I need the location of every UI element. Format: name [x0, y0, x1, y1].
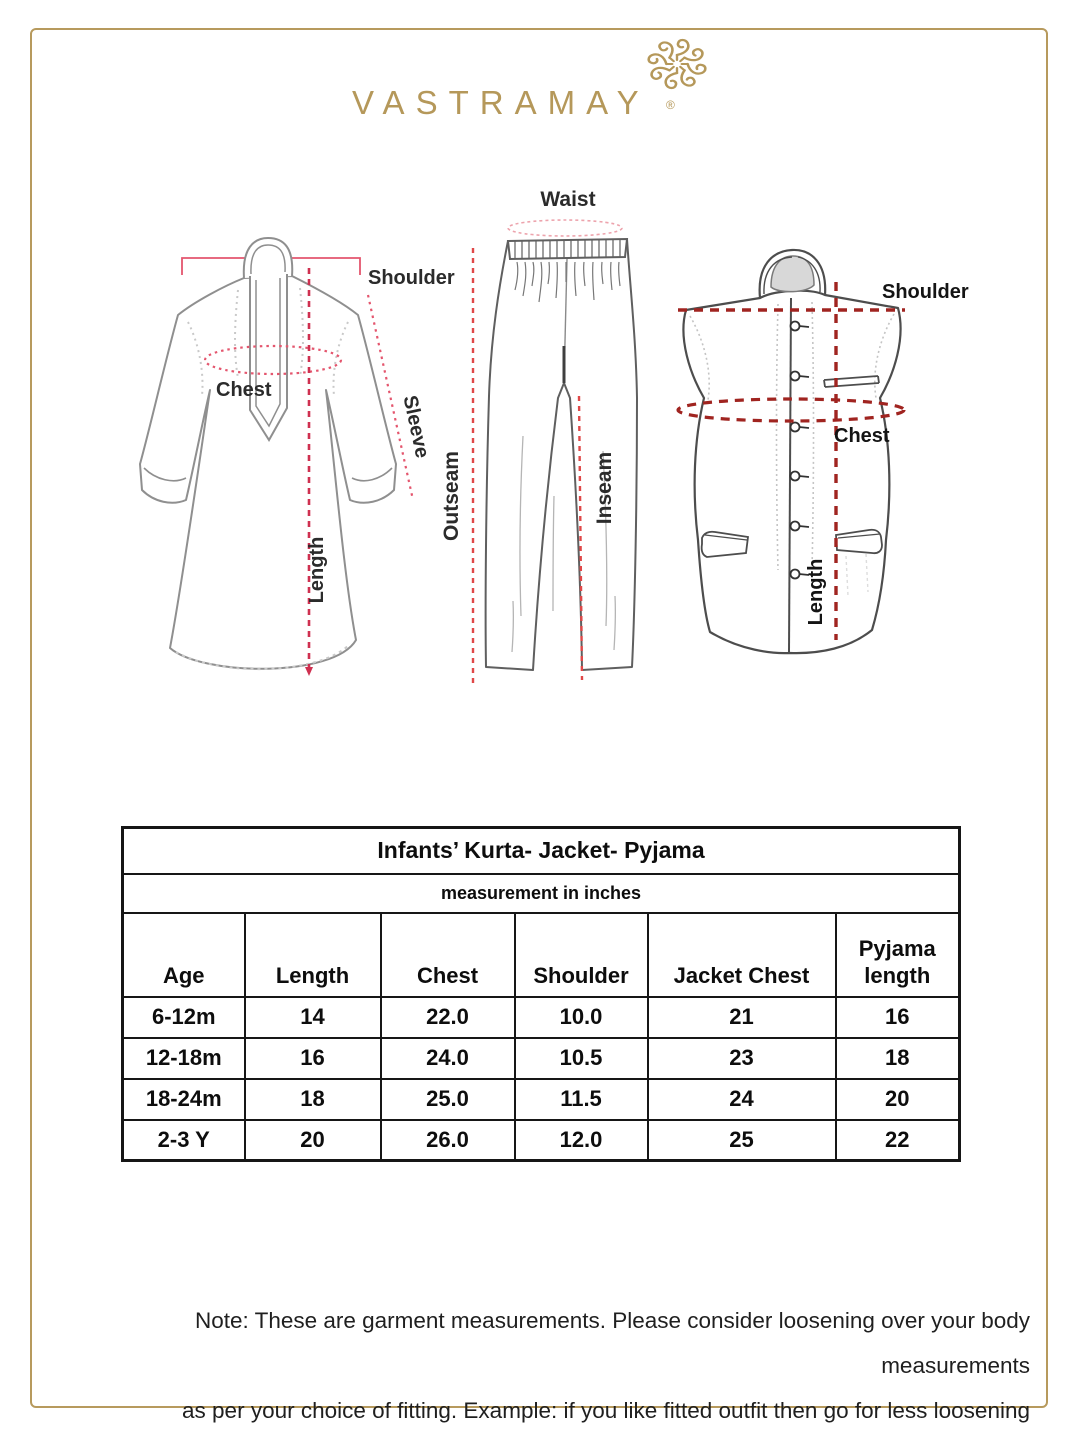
pyjama-inseam-label: Inseam	[593, 451, 616, 525]
table-cell: 10.0	[515, 997, 648, 1038]
table-cell: 23	[648, 1038, 836, 1079]
kurta-length-label: Length	[306, 536, 328, 604]
brand-name: VASTRAMAY	[352, 84, 650, 121]
table-cell: 6-12m	[123, 997, 245, 1038]
table-title-row	[123, 828, 960, 874]
brand-ornament-icon	[644, 36, 710, 97]
table-cell: 20	[836, 1079, 960, 1120]
table-cell: 18	[836, 1038, 960, 1079]
jacket-diagram	[660, 240, 975, 668]
table-cell: 18	[245, 1079, 381, 1120]
table-cell: 14	[245, 997, 381, 1038]
kurta-diagram	[128, 228, 468, 708]
column-header-shoulder: Shoulder	[515, 913, 648, 997]
note-line-2: as per your choice of fitting. Example: if you like fitted outfit then go for less loosening	[182, 1398, 1030, 1423]
table-cell: 12-18m	[123, 1038, 245, 1079]
note-text	[55, 1298, 1030, 1433]
table-cell: 22.0	[381, 997, 515, 1038]
table-row	[123, 997, 960, 1038]
table-header-row	[123, 913, 960, 997]
kurta-sleeve-label: Sleeve	[398, 393, 434, 461]
column-header-chest: Chest	[381, 913, 515, 997]
jacket-length-label: Length	[805, 558, 827, 626]
column-header-pyjama-length: Pyjama length	[836, 913, 960, 997]
table-cell: 12.0	[515, 1120, 648, 1161]
size-chart-table	[121, 826, 961, 1162]
table-cell: 24.0	[381, 1038, 515, 1079]
table-cell: 25.0	[381, 1079, 515, 1120]
table-cell: 16	[836, 997, 960, 1038]
table-cell: 10.5	[515, 1038, 648, 1079]
column-header-jacket-chest: Jacket Chest	[648, 913, 836, 997]
kurta-chest-label: Chest	[216, 379, 272, 401]
jacket-chest-label: Chest	[834, 425, 890, 447]
table-row	[123, 1038, 960, 1079]
table-cell: 18-24m	[123, 1079, 245, 1120]
table-title: Infants’ Kurta- Jacket- Pyjama	[123, 828, 960, 874]
table-cell: 21	[648, 997, 836, 1038]
pyjama-diagram	[435, 186, 657, 702]
table-row	[123, 1120, 960, 1161]
table-cell: 20	[245, 1120, 381, 1161]
jacket-shoulder-label: Shoulder	[882, 281, 969, 303]
table-cell: 24	[648, 1079, 836, 1120]
table-subtitle-row	[123, 874, 960, 913]
pyjama-waist-label: Waist	[540, 188, 596, 211]
table-cell: 11.5	[515, 1079, 648, 1120]
kurta-shoulder-label: Shoulder	[368, 267, 455, 289]
table-cell: 22	[836, 1120, 960, 1161]
table-cell: 16	[245, 1038, 381, 1079]
table-cell: 26.0	[381, 1120, 515, 1161]
table-cell: 25	[648, 1120, 836, 1161]
column-header-length: Length	[245, 913, 381, 997]
column-header-age: Age	[123, 913, 245, 997]
registered-trademark-icon: ®	[666, 98, 675, 112]
table-subtitle: measurement in inches	[123, 874, 960, 913]
note-line-1: Note: These are garment measurements. Please consider loosening over your body measurements	[194, 1308, 1030, 1378]
pyjama-outseam-label: Outseam	[440, 451, 463, 541]
table-cell: 2-3 Y	[123, 1120, 245, 1161]
pyjama-waist-line	[508, 220, 622, 236]
table-row	[123, 1079, 960, 1120]
